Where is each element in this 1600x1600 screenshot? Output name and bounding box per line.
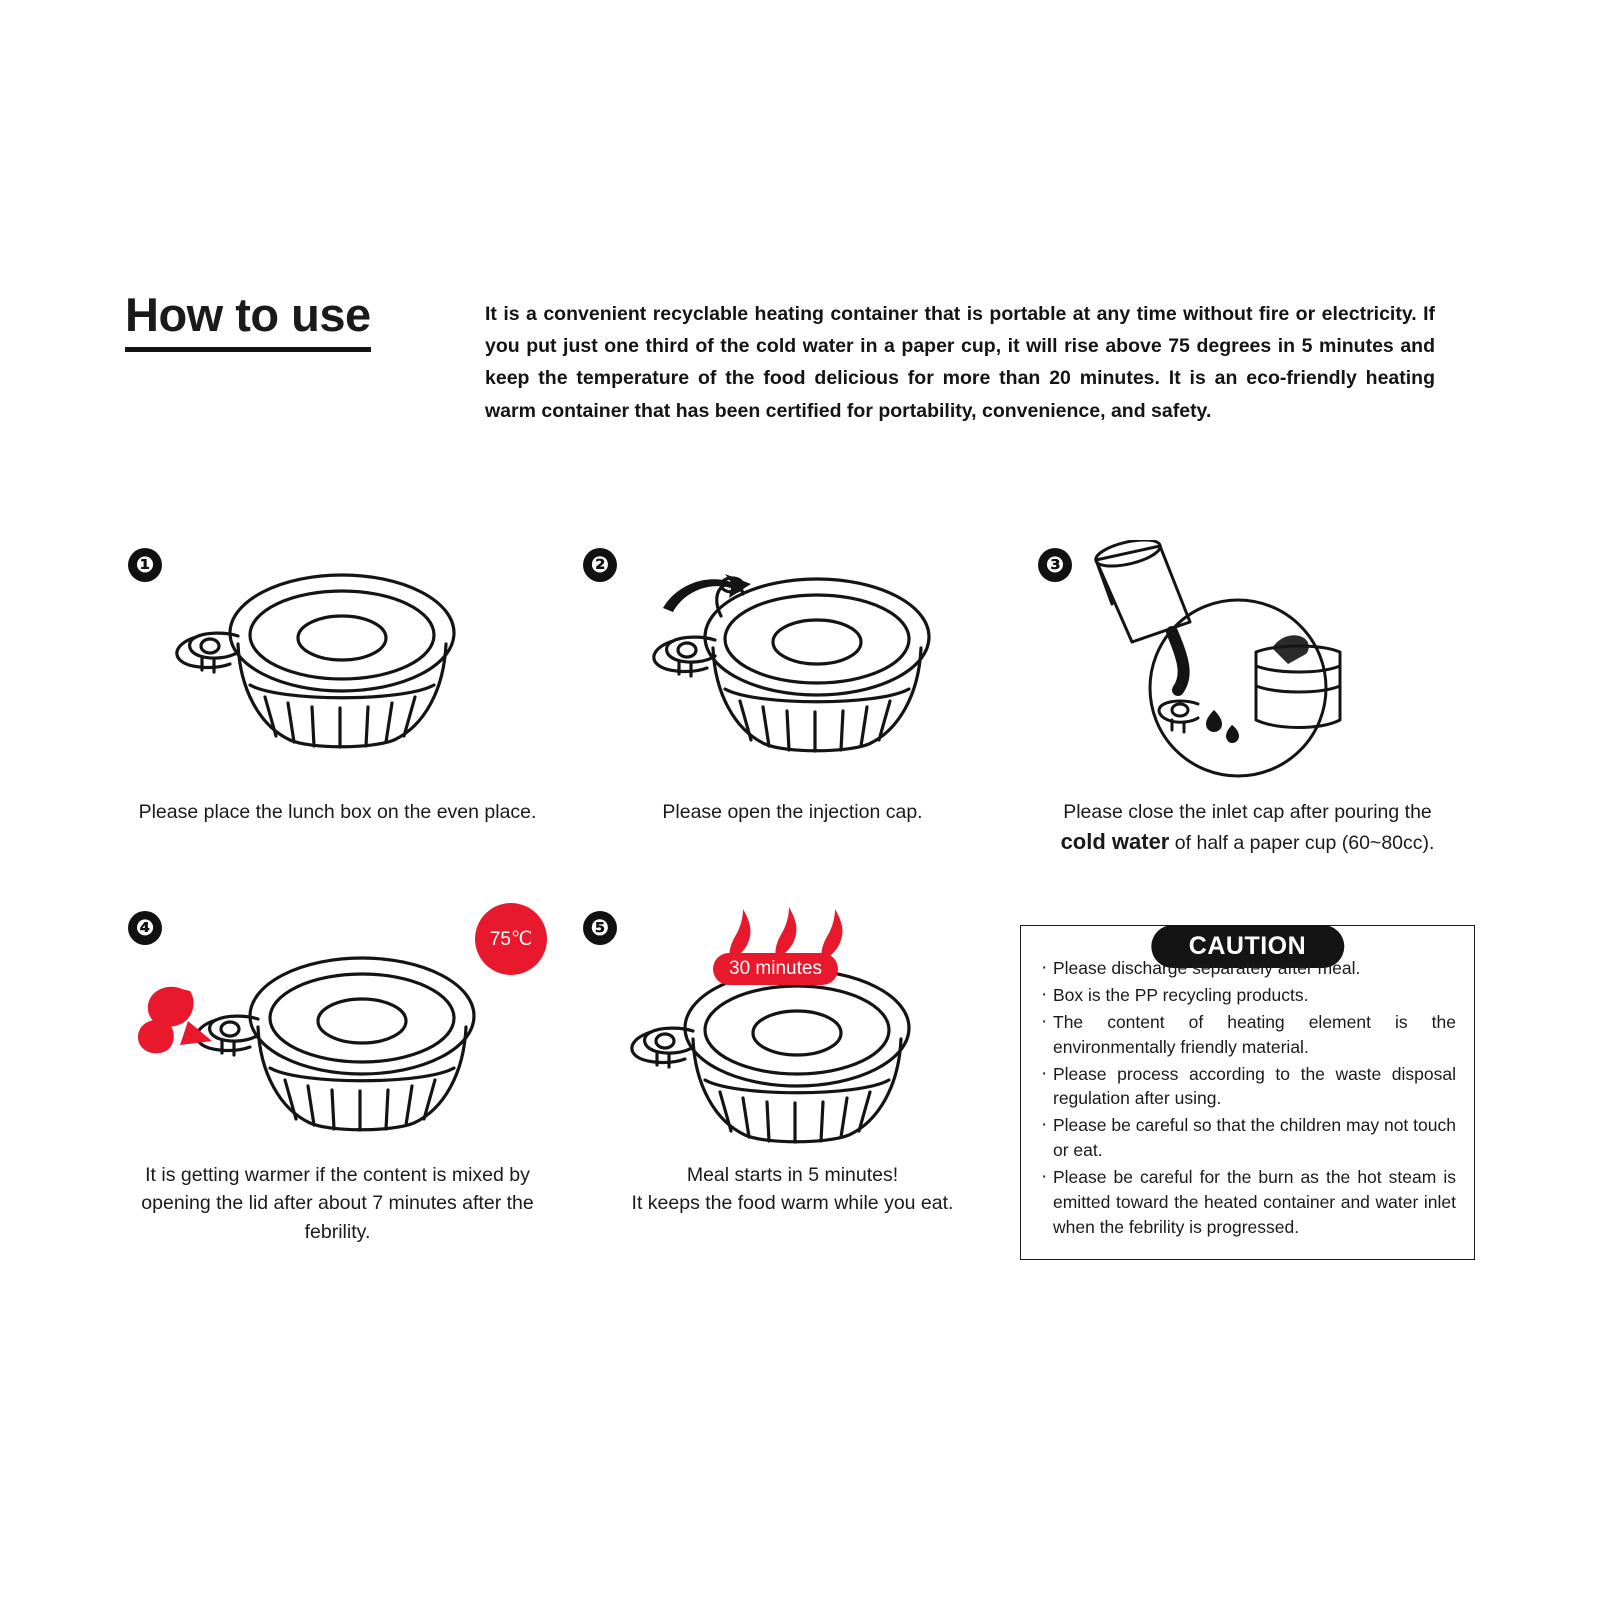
caution-list	[1039, 956, 1456, 1239]
caution-panel	[1020, 925, 1475, 1260]
step-4-number: ❹	[128, 911, 162, 945]
step-4-illustration	[110, 903, 565, 1153]
step-5-caption-line1: Meal starts in 5 minutes!	[686, 1164, 899, 1187]
caution-box	[1020, 925, 1475, 1260]
step-5	[565, 903, 1020, 1260]
step-3-caption	[1020, 798, 1475, 858]
title-wrap	[125, 290, 485, 352]
page-title: How to use	[125, 290, 371, 352]
steps-row-1	[110, 540, 1500, 858]
step-3-caption-post: of half a paper cup (60~80cc).	[1169, 832, 1435, 855]
step-4	[110, 903, 565, 1260]
step-5-number: ❺	[583, 911, 617, 945]
step-1	[110, 540, 565, 858]
caution-item: · The content of heating element is the environmentally friendly material.	[1039, 1010, 1456, 1060]
step-3-caption-line1: Please close the inlet cap after pouring the	[1063, 801, 1432, 823]
step-3	[1020, 540, 1475, 858]
caution-item: · Please be careful for the burn as the hot steam is emitted toward the heated container and water inlet when the febrility is progressed.	[1039, 1165, 1456, 1240]
caution-cell	[1020, 903, 1475, 1260]
caution-item: · Please process according to the waste disposal regulation after using.	[1039, 1062, 1456, 1112]
time-badge: 30 minutes	[713, 953, 838, 985]
caution-item: · Please be careful so that the children may not touch or eat.	[1039, 1113, 1456, 1163]
step-1-illustration	[110, 540, 565, 790]
intro-paragraph: It is a convenient recyclable heating container that is portable at any time without fire or electricity. If you put just one third of the cold water in a paper cup, it will rise above 75 degrees in 5 minutes and keep the temperature of the food delicious for more than 20 minutes. It is an eco-friendly heating warm container that has been certified for portability, convenience, and safety.	[485, 303, 1435, 422]
caution-item: · Please discharge separately after meal.	[1039, 956, 1456, 981]
step-3-illustration	[1020, 540, 1475, 790]
step-2	[565, 540, 1020, 858]
caution-item: · Box is the PP recycling products.	[1039, 983, 1456, 1008]
header	[125, 290, 1485, 427]
step-1-number: ❶	[128, 548, 162, 582]
steps-grid	[110, 540, 1500, 1260]
step-4-caption: It is getting warmer if the content is mixed by opening the lid after about 7 minutes after the febrility.	[141, 1164, 534, 1243]
step-2-illustration	[565, 540, 1020, 790]
steps-row-2	[110, 903, 1500, 1260]
step-5-illustration	[565, 903, 1020, 1153]
step-3-caption-strong: cold water	[1060, 829, 1170, 855]
step-3-number: ❸	[1038, 548, 1072, 582]
step-5-caption	[565, 1161, 1020, 1218]
caution-title: CAUTION	[1151, 925, 1344, 968]
step-5-caption-line2: It keeps the food warm while you eat.	[631, 1192, 954, 1215]
step-2-number: ❷	[583, 548, 617, 582]
step-2-caption: Please open the injection cap.	[662, 801, 923, 823]
temperature-badge: 75℃	[475, 903, 547, 975]
step-1-caption: Please place the lunch box on the even place.	[138, 801, 537, 823]
